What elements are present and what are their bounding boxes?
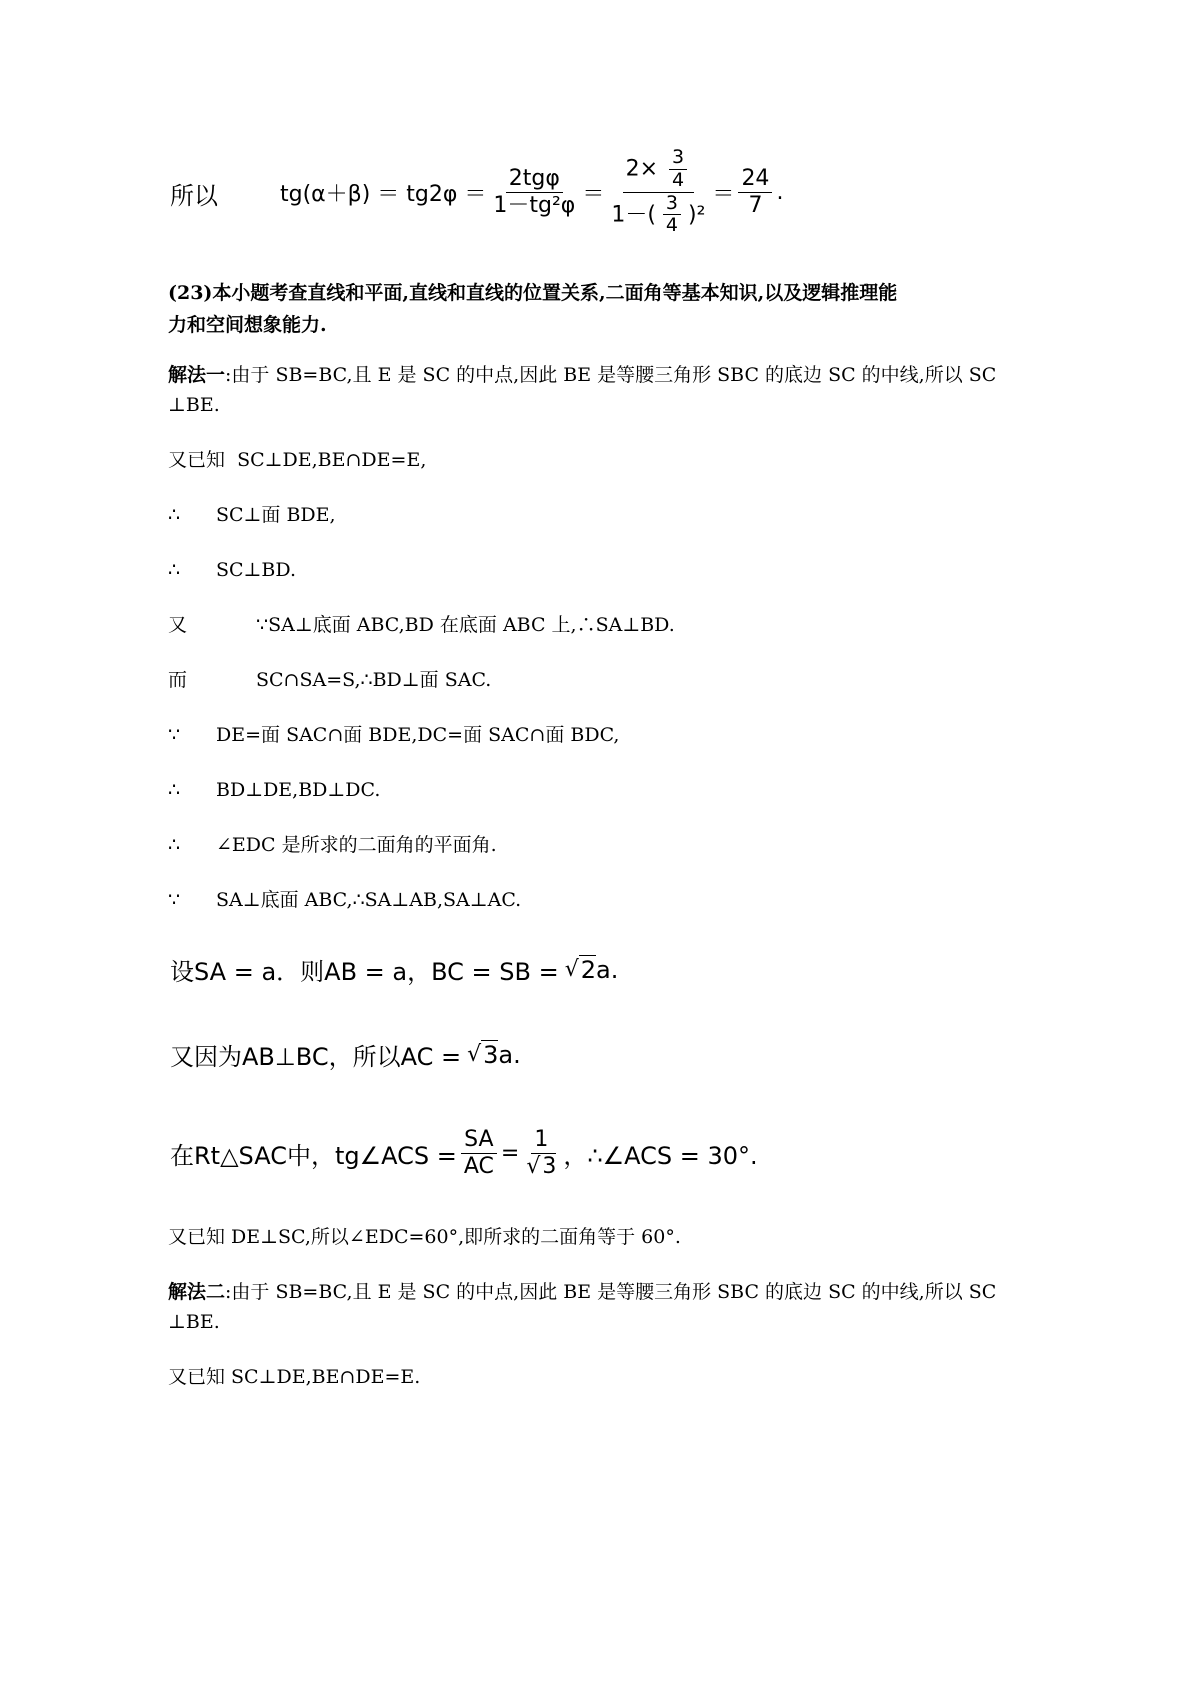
rt-fraction-sa-ac — [461, 1127, 497, 1179]
step-text: SC⊥DE,BE∩DE=E, — [237, 449, 427, 471]
eq1-equals-2: ＝ — [712, 181, 735, 207]
method1-step-7: ∴ — [168, 779, 181, 801]
rt-f1-den: AC — [463, 1153, 494, 1179]
radicand: 3 — [483, 1041, 499, 1069]
rt-line-post: ，∴∠ACS = 30°. — [563, 1141, 758, 1170]
eq1-f2-den-post: )² — [688, 201, 706, 227]
rt-f2-den — [523, 1154, 559, 1179]
rt-triangle-line — [170, 1118, 758, 1188]
eq1-f2-den-pre: 1－( — [611, 201, 656, 227]
because-line-text: 又因为AB⊥BC，所以AC = — [170, 1043, 462, 1071]
rt-fraction-1-sqrt3 — [523, 1127, 559, 1179]
method2-text: :由于 SB=BC,且 E 是 SC 的中点,因此 BE 是等腰三角形 SBC 的底边 SC 的中线,所以 SC — [225, 1281, 997, 1303]
sqrt-icon: √ — [564, 957, 579, 982]
method1-step-6-text: DE=面 SAC∩面 BDE,DC=面 SAC∩面 BDC, — [216, 724, 620, 746]
method1-step-2: ∴ — [168, 504, 181, 526]
section23-line1: (23)本小题考查直线和平面,直线和直线的位置关系,二面角等基本知识,以及逻辑推理能 — [168, 282, 898, 304]
step-symbol: 又已知 — [168, 449, 226, 471]
method1-step-6: ∵ — [168, 724, 181, 746]
eq1-f2-den-inner-frac — [663, 193, 681, 238]
eq1-f2-inner-frac — [669, 147, 687, 192]
because-ab-bc-line — [170, 1037, 521, 1072]
eq1-f3-numerator: 24 — [738, 166, 772, 192]
sqrt-icon: √ — [467, 1042, 482, 1067]
eq1-f2-numerator — [623, 147, 695, 193]
eq1-f2-num-pre: 2× — [625, 156, 659, 182]
set-line-post: a. — [596, 955, 619, 984]
eq1-f2-den-inner-num: 3 — [663, 193, 681, 216]
rt-equals: = — [500, 1140, 520, 1166]
eq1-f3-denominator: 7 — [748, 192, 763, 218]
eq1-end: . — [776, 179, 784, 205]
method1-conclusion: 又已知 DE⊥SC,所以∠EDC=60°,即所求的二面角等于 60°. — [168, 1226, 681, 1248]
eq1-prefix: 所以 — [170, 182, 218, 210]
section23-line2: 力和空间想象能力. — [168, 314, 327, 336]
eq1-fraction-1 — [490, 166, 578, 218]
method1-step-2-text: SC⊥面 BDE, — [216, 504, 336, 526]
method1-step-4: 又 — [168, 614, 188, 636]
method1-step-5-text: SC∩SA=S,∴BD⊥面 SAC. — [256, 669, 492, 691]
method2-line1 — [168, 1277, 996, 1307]
eq1-lhs: tg(α＋β) ＝ tg2φ ＝ — [280, 181, 487, 207]
method1-step-4-text: ∵SA⊥底面 ABC,BD 在底面 ABC 上,∴SA⊥BD. — [256, 614, 675, 636]
method1-step-9-text: SA⊥底面 ABC,∴SA⊥AB,SA⊥AC. — [216, 889, 522, 911]
method1-step-1 — [168, 445, 426, 475]
sqrt-icon: √ — [526, 1153, 541, 1179]
method1-line2: ⊥BE. — [168, 394, 220, 416]
method1-step-5: 而 — [168, 669, 188, 691]
because-line-post: a. — [498, 1040, 521, 1069]
method1-step-8: ∴ — [168, 834, 181, 856]
eq1-fraction-3 — [738, 166, 772, 218]
eq1-f2-inner-num: 3 — [669, 147, 687, 170]
method1-text: :由于 SB=BC,且 E 是 SC 的中点,因此 BE 是等腰三角形 SBC 的底边 SC 的中线,所以 SC — [225, 364, 997, 386]
method1-line1 — [168, 360, 996, 390]
eq1-equals: ＝ — [582, 181, 605, 207]
rt-f2-num: 1 — [531, 1127, 551, 1153]
method1-step-9: ∵ — [168, 889, 181, 911]
method1-step-3-text: SC⊥BD. — [216, 559, 296, 581]
eq1-f1-numerator: 2tgφ — [506, 166, 563, 192]
eq1-f2-denominator — [608, 193, 708, 238]
radicand: 3 — [542, 1153, 557, 1179]
method1-step-3: ∴ — [168, 559, 181, 581]
method1-step-8-text: ∠EDC 是所求的二面角的平面角. — [216, 834, 497, 856]
method2-label: 解法二 — [168, 1281, 226, 1303]
eq1-f2-inner-den: 4 — [672, 168, 685, 191]
set-sa-line — [170, 952, 618, 987]
equation-tangent-sum — [280, 142, 783, 242]
method1-label: 解法一 — [168, 364, 226, 386]
set-line-text: 设SA = a．则AB = a，BC = SB = — [170, 958, 559, 986]
rt-line-text: 在Rt△SAC中，tg∠ACS = — [170, 1141, 457, 1170]
method2-known: 又已知 SC⊥DE,BE∩DE=E. — [168, 1366, 421, 1388]
method1-step-7-text: BD⊥DE,BD⊥DC. — [216, 779, 381, 801]
rt-f1-num: SA — [461, 1127, 496, 1153]
eq1-fraction-2 — [608, 147, 708, 237]
method2-line2: ⊥BE. — [168, 1311, 220, 1333]
eq1-f2-den-inner-den: 4 — [665, 214, 679, 237]
radicand: 2 — [580, 956, 597, 984]
eq1-f1-denominator: 1－tg²φ — [493, 192, 576, 218]
